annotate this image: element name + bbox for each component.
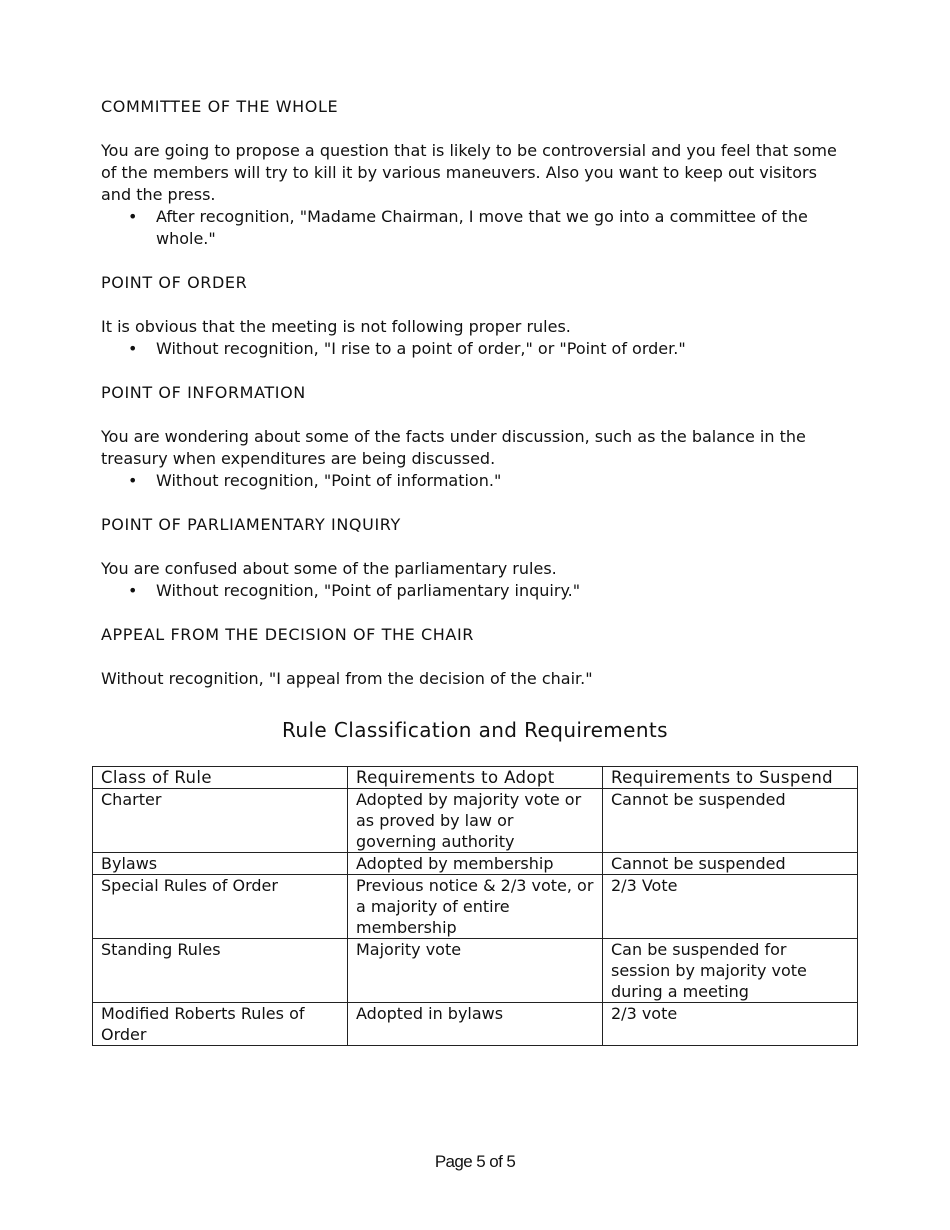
table-cell: 2/3 Vote <box>603 875 858 939</box>
table-cell: Adopted by majority vote or as proved by law or governing authority <box>348 789 603 853</box>
table-cell: Bylaws <box>93 853 348 875</box>
bullet-list <box>101 338 841 360</box>
table-cell: Charter <box>93 789 348 853</box>
document-body <box>101 96 841 690</box>
table-cell: Standing Rules <box>93 939 348 1003</box>
section-heading-point-of-order: POINT OF ORDER <box>101 273 248 292</box>
bullet-list <box>101 580 841 602</box>
list-item <box>101 470 841 492</box>
column-header-class-of-rule: Class of Rule <box>93 767 348 789</box>
page-number-footer: Page 5 of 5 <box>434 1152 516 1171</box>
table-cell: Special Rules of Order <box>93 875 348 939</box>
section-paragraph: You are going to propose a question that is likely to be controversial and you feel that some of the members will try to kill it by various maneuvers. Also you want to keep out visitors and the press. <box>101 141 837 204</box>
bullet-text: Without recognition, "Point of parliamentary inquiry." <box>156 581 581 600</box>
bullet-icon: • <box>128 581 138 600</box>
column-header-requirements-to-suspend: Requirements to Suspend <box>603 767 858 789</box>
list-item <box>101 338 841 360</box>
bullet-icon: • <box>128 471 138 490</box>
list-item <box>101 580 841 602</box>
table-header-row <box>93 767 858 789</box>
table-row <box>93 939 858 1003</box>
bullet-list <box>101 470 841 492</box>
table-title: Rule Classification and Requirements <box>281 718 668 742</box>
bullet-list <box>101 206 841 250</box>
rule-classification-table <box>92 766 858 1046</box>
section-paragraph: Without recognition, "I appeal from the decision of the chair." <box>101 669 593 688</box>
bullet-text: Without recognition, "Point of information." <box>156 471 502 490</box>
bullet-text: After recognition, "Madame Chairman, I move that we go into a committee of the whole." <box>156 207 808 248</box>
table-row <box>93 789 858 853</box>
table-row <box>93 853 858 875</box>
table-cell: Adopted by membership <box>348 853 603 875</box>
section-paragraph: You are wondering about some of the facts under discussion, such as the balance in the treasury when expenditures are being discussed. <box>101 427 806 468</box>
section-heading-point-of-parliamentary-inquiry: POINT OF PARLIAMENTARY INQUIRY <box>101 515 401 534</box>
section-heading-committee-of-the-whole: COMMITTEE OF THE WHOLE <box>101 97 339 116</box>
table-cell: Modified Roberts Rules of Order <box>93 1003 348 1046</box>
table-cell: Previous notice & 2/3 vote, or a majority of entire membership <box>348 875 603 939</box>
bullet-icon: • <box>128 207 138 226</box>
table-row <box>93 875 858 939</box>
table-cell: Cannot be suspended <box>603 789 858 853</box>
section-paragraph: You are confused about some of the parliamentary rules. <box>101 559 557 578</box>
table-cell: Majority vote <box>348 939 603 1003</box>
column-header-requirements-to-adopt: Requirements to Adopt <box>348 767 603 789</box>
table-cell: Adopted in bylaws <box>348 1003 603 1046</box>
section-heading-appeal-from-decision: APPEAL FROM THE DECISION OF THE CHAIR <box>101 625 475 644</box>
list-item <box>101 206 841 250</box>
table-cell: 2/3 vote <box>603 1003 858 1046</box>
table-cell: Cannot be suspended <box>603 853 858 875</box>
table-cell: Can be suspended for session by majority vote during a meeting <box>603 939 858 1003</box>
table-row <box>93 1003 858 1046</box>
section-heading-point-of-information: POINT OF INFORMATION <box>101 383 306 402</box>
section-paragraph: It is obvious that the meeting is not following proper rules. <box>101 317 571 336</box>
bullet-icon: • <box>128 339 138 358</box>
bullet-text: Without recognition, "I rise to a point of order," or "Point of order." <box>156 339 686 358</box>
